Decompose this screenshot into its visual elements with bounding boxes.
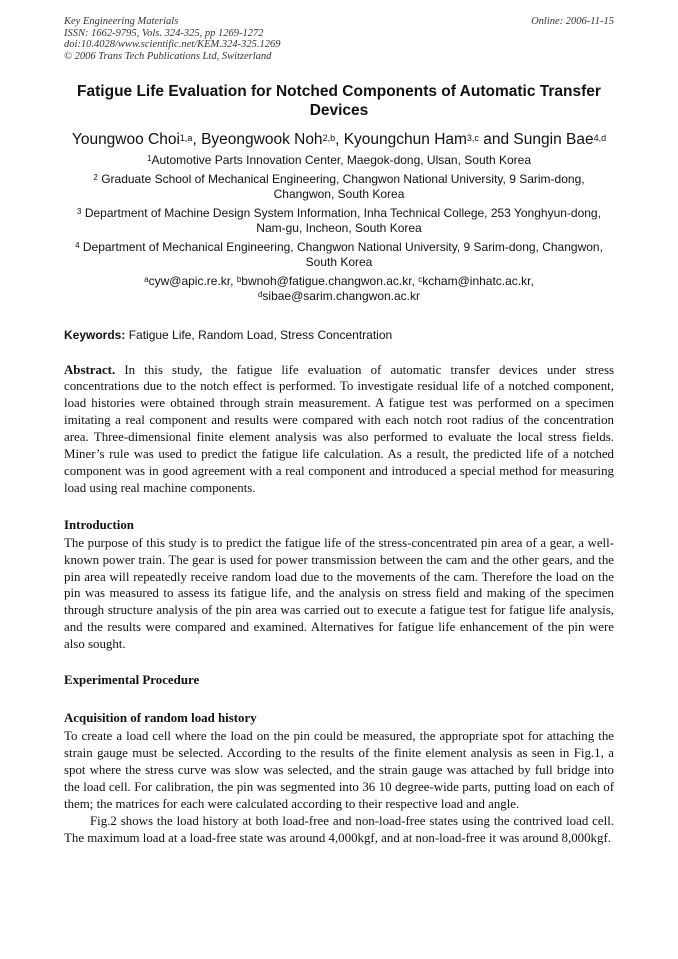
online-date: Online: 2006-11-15	[531, 16, 614, 27]
subsection-heading-acquisition: Acquisition of random load history	[64, 711, 257, 726]
paper-title: Fatigue Life Evaluation for Notched Components of Automatic Transfer Devices	[77, 83, 601, 119]
affiliation-number: 2	[93, 172, 98, 182]
email-superscript: c	[418, 274, 423, 284]
author-superscript: 1,a	[179, 133, 193, 143]
email-superscript: a	[144, 274, 149, 284]
affiliation-text: Automotive Parts Innovation Center, Maegok-dong, Ulsan, South Korea	[151, 153, 531, 167]
acquisition-paragraph: Fig.2 shows the load history at both load-free and non-load-free states using the contrived load cell. The maximum load at a load-free state was around 4,000kgf, and at non-load-free it was around 8,000kgf.	[64, 813, 614, 845]
affiliation-number: 1	[146, 154, 152, 163]
author-list	[64, 130, 614, 149]
journal-issn: ISSN: 1662-9795, Vols. 324-325, pp 1269-1272	[64, 27, 264, 39]
abstract-text: In this study, the fatigue life evaluation of automatic transfer devices under stress concentrations due to the notch effect is performed. To investigate residual life of a notched component, load histories were obtained through strain measurement. A fatigue test was performed on a specimen imitating a real component and results were compared with each notch root radius of the concentration area. Three-dimensional finite element analysis was also performed to evaluate the local stress fields. Miner’s rule was used to predict the fatigue life calculation. As a result, the predicted life of a notched component was in good agreement with a real component and introduced a special method for measuring load using real machine components.	[64, 362, 614, 495]
journal-doi: doi:10.4028/www.scientific.net/KEM.324-325.1269	[64, 39, 281, 50]
author-separator: ,	[335, 131, 344, 148]
author-separator: ,	[192, 131, 202, 148]
affiliation	[64, 206, 614, 237]
keywords	[64, 328, 614, 343]
author-superscript: 2,b	[322, 133, 336, 143]
affiliation	[64, 153, 614, 169]
abstract	[64, 362, 614, 497]
abstract-label: Abstract.	[64, 362, 116, 377]
keywords-text: Fatigue Life, Random Load, Stress Concentration	[125, 327, 393, 342]
affiliation-text: Graduate School of Mechanical Engineering, Changwon National University, 9 Sarim-dong, Changwon, South Korea	[101, 171, 585, 201]
affiliation-text: Department of Mechanical Engineering, Changwon National University, 9 Sarim-dong, Changwon, South Korea	[82, 239, 603, 269]
email-address[interactable]: sibae@sarim.changwon.ac.kr	[262, 289, 421, 303]
affiliation	[64, 240, 614, 271]
email-address[interactable]: kcham@inhatc.ac.kr	[422, 273, 531, 288]
introduction-paragraph: The purpose of this study is to predict the fatigue life of the stress-concentrated pin area of a gear, a well-known power train. The gear is used for power transmission between the cam and the other gears, and the pin area will repeatedly receive random load due to the movements of the cam. Therefore the load on the pin was measured to assess its fatigue life, and the analysis on stress field and making of the specimen through structure analysis of the pin area was carried out to execute a fatigue test for fatigue life analysis, and the results were compared and examined. Alternatives for fatigue life enhancement of the pin were also sought.	[64, 535, 614, 652]
affiliation	[64, 172, 614, 203]
journal-copyright: © 2006 Trans Tech Publications Ltd, Switzerland	[64, 50, 272, 62]
author-separator: and	[478, 131, 514, 148]
email-address[interactable]: bwnoh@fatigue.changwon.ac.kr	[241, 273, 412, 288]
affiliation-number: 4	[75, 240, 80, 250]
author-name: Youngwoo Choi	[71, 131, 180, 148]
email-superscript: b	[236, 274, 242, 284]
email-superscript: d	[257, 290, 263, 299]
email-list: $^a$cyw@apic.re.kr, $^b$bwnoh@fatigue.changwon.ac.kr, $^c$kcham@inhatc.ac.kr, $^d$sibae@sarim.changwon.ac.kr	[144, 273, 534, 303]
journal-name: Key Engineering Materials	[64, 16, 179, 27]
author-superscript: 4,d	[593, 133, 607, 143]
section-heading-experimental: Experimental Procedure	[64, 673, 200, 688]
author-superscript: 3,c	[466, 133, 479, 143]
journal-header	[64, 16, 614, 62]
section-heading-introduction: Introduction	[64, 517, 134, 532]
affiliation-number: 3	[77, 206, 82, 216]
acquisition-paragraph: To create a load cell where the load on the pin could be measured, the appropriate spot for attaching the strain gauge must be selected. According to the results of the finite element analysis as seen in Fig.1, a spot where the stress curve was slow was selected, and the strain gauge was attached by full bridge into the load cell. For calibration, the pin was segmented into 36 10 degree-wide parts, putting load on each of them; the matrices for each were calculated according to their respective load and angle.	[64, 729, 614, 811]
email-address[interactable]: cyw@apic.re.kr	[148, 273, 231, 288]
author-name: Sungin Bae	[513, 131, 594, 148]
author-name: Kyoungchun Ham	[343, 131, 467, 148]
keywords-label: Keywords:	[64, 327, 126, 342]
affiliation-text: Department of Machine Design System Information, Inha Technical College, 253 Yonghyun-dong, Nam-gu, Incheon, South Korea	[84, 205, 601, 235]
author-name: Byeongwook Noh	[201, 131, 323, 148]
